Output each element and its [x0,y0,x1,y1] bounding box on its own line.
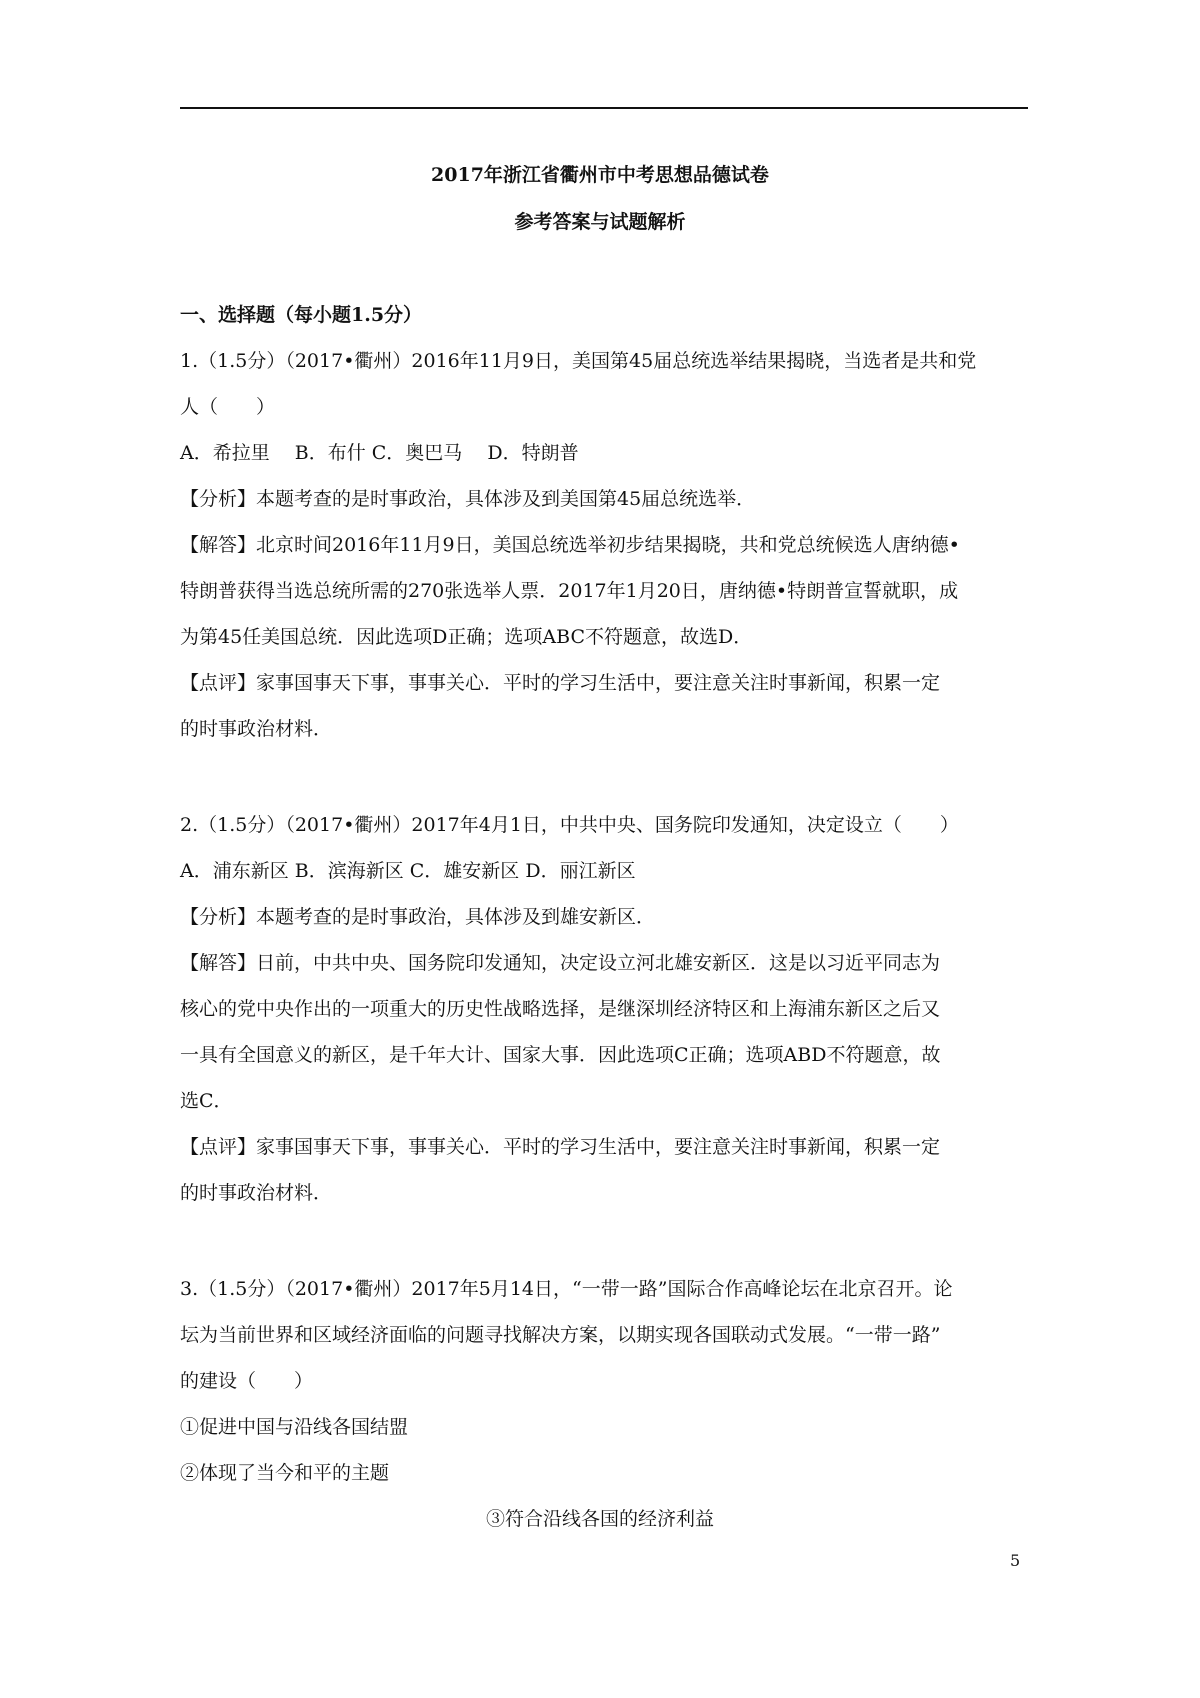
q3-item-3: ③符合沿线各国的经济利益 [485,1508,714,1530]
q2-answer-line-2: 核心的党中央作出的一项重大的历史性战略选择，是继深圳经济特区和上海浦东新区之后又 [180,998,941,1020]
q2-comment-line-2: 的时事政治材料． [180,1182,333,1204]
q2-answer-line-3: 一具有全国意义的新区，是千年大计、国家大事．因此选项C正确；选项ABD不符题意，故 [180,1044,941,1066]
q1-answer-line-1: 【解答】北京时间2016年11月9日，美国总统选举初步结果揭晓，共和党总统候选人唐纳德• [180,534,960,556]
q1-answer-line-3: 为第45任美国总统．因此选项D正确；选项ABC不符题意，故选D． [180,626,753,648]
q1-options: A．希拉里 B．布什 C．奥巴马 D．特朗普 [180,442,579,464]
q3-stem-line-3: 的建设（ ） [180,1370,314,1392]
q2-analysis: 【分析】本题考查的是时事政治，具体涉及到雄安新区． [180,906,656,928]
q1-comment-line-2: 的时事政治材料． [180,718,333,740]
q3-stem-line-2: 坛为当前世界和区域经济面临的问题寻找解决方案，以期实现各国联动式发展。“一带一路” [180,1324,941,1346]
q2-answer-line-4: 选C． [180,1090,233,1112]
q1-stem-line-1: 1.（1.5分）（2017•衢州）2016年11月9日，美国第45届总统选举结果揭晓，当选者是共和党 [180,350,977,372]
q2-comment-line-1: 【点评】家事国事天下事，事事关心．平时的学习生活中，要注意关注时事新闻，积累一定 [180,1136,941,1158]
q2-stem-line-1: 2.（1.5分）（2017•衢州）2017年4月1日，中共中央、国务院印发通知，决定设立（ ） [180,814,959,836]
q3-stem-line-1: 3.（1.5分）（2017•衢州）2017年5月14日，“一带一路”国际合作高峰论坛在北京召开。论 [180,1278,953,1300]
q1-answer-line-2: 特朗普获得当选总统所需的270张选举人票．2017年1月20日，唐纳德•特朗普宣誓就职，成 [180,580,959,602]
document-title: 2017年浙江省衢州市中考思想品德试卷 [431,164,769,186]
q2-answer-line-1: 【解答】日前，中共中央、国务院印发通知，决定设立河北雄安新区．这是以习近平同志为 [180,952,941,974]
header-rule [180,107,1028,109]
section-heading: 一、选择题（每小题1.5分） [180,304,423,326]
document-subtitle: 参考答案与试题解析 [514,211,686,233]
q3-item-2: ②体现了当今和平的主题 [180,1462,390,1484]
q1-stem-line-2: 人（ ） [180,396,276,418]
q1-analysis: 【分析】本题考查的是时事政治，具体涉及到美国第45届总统选举． [180,488,756,510]
page-number: 5 [1010,1551,1021,1570]
q3-item-1: ①促进中国与沿线各国结盟 [180,1416,409,1438]
q2-options: A．浦东新区 B．滨海新区 C．雄安新区 D．丽江新区 [180,860,636,882]
q1-comment-line-1: 【点评】家事国事天下事，事事关心．平时的学习生活中，要注意关注时事新闻，积累一定 [180,672,941,694]
